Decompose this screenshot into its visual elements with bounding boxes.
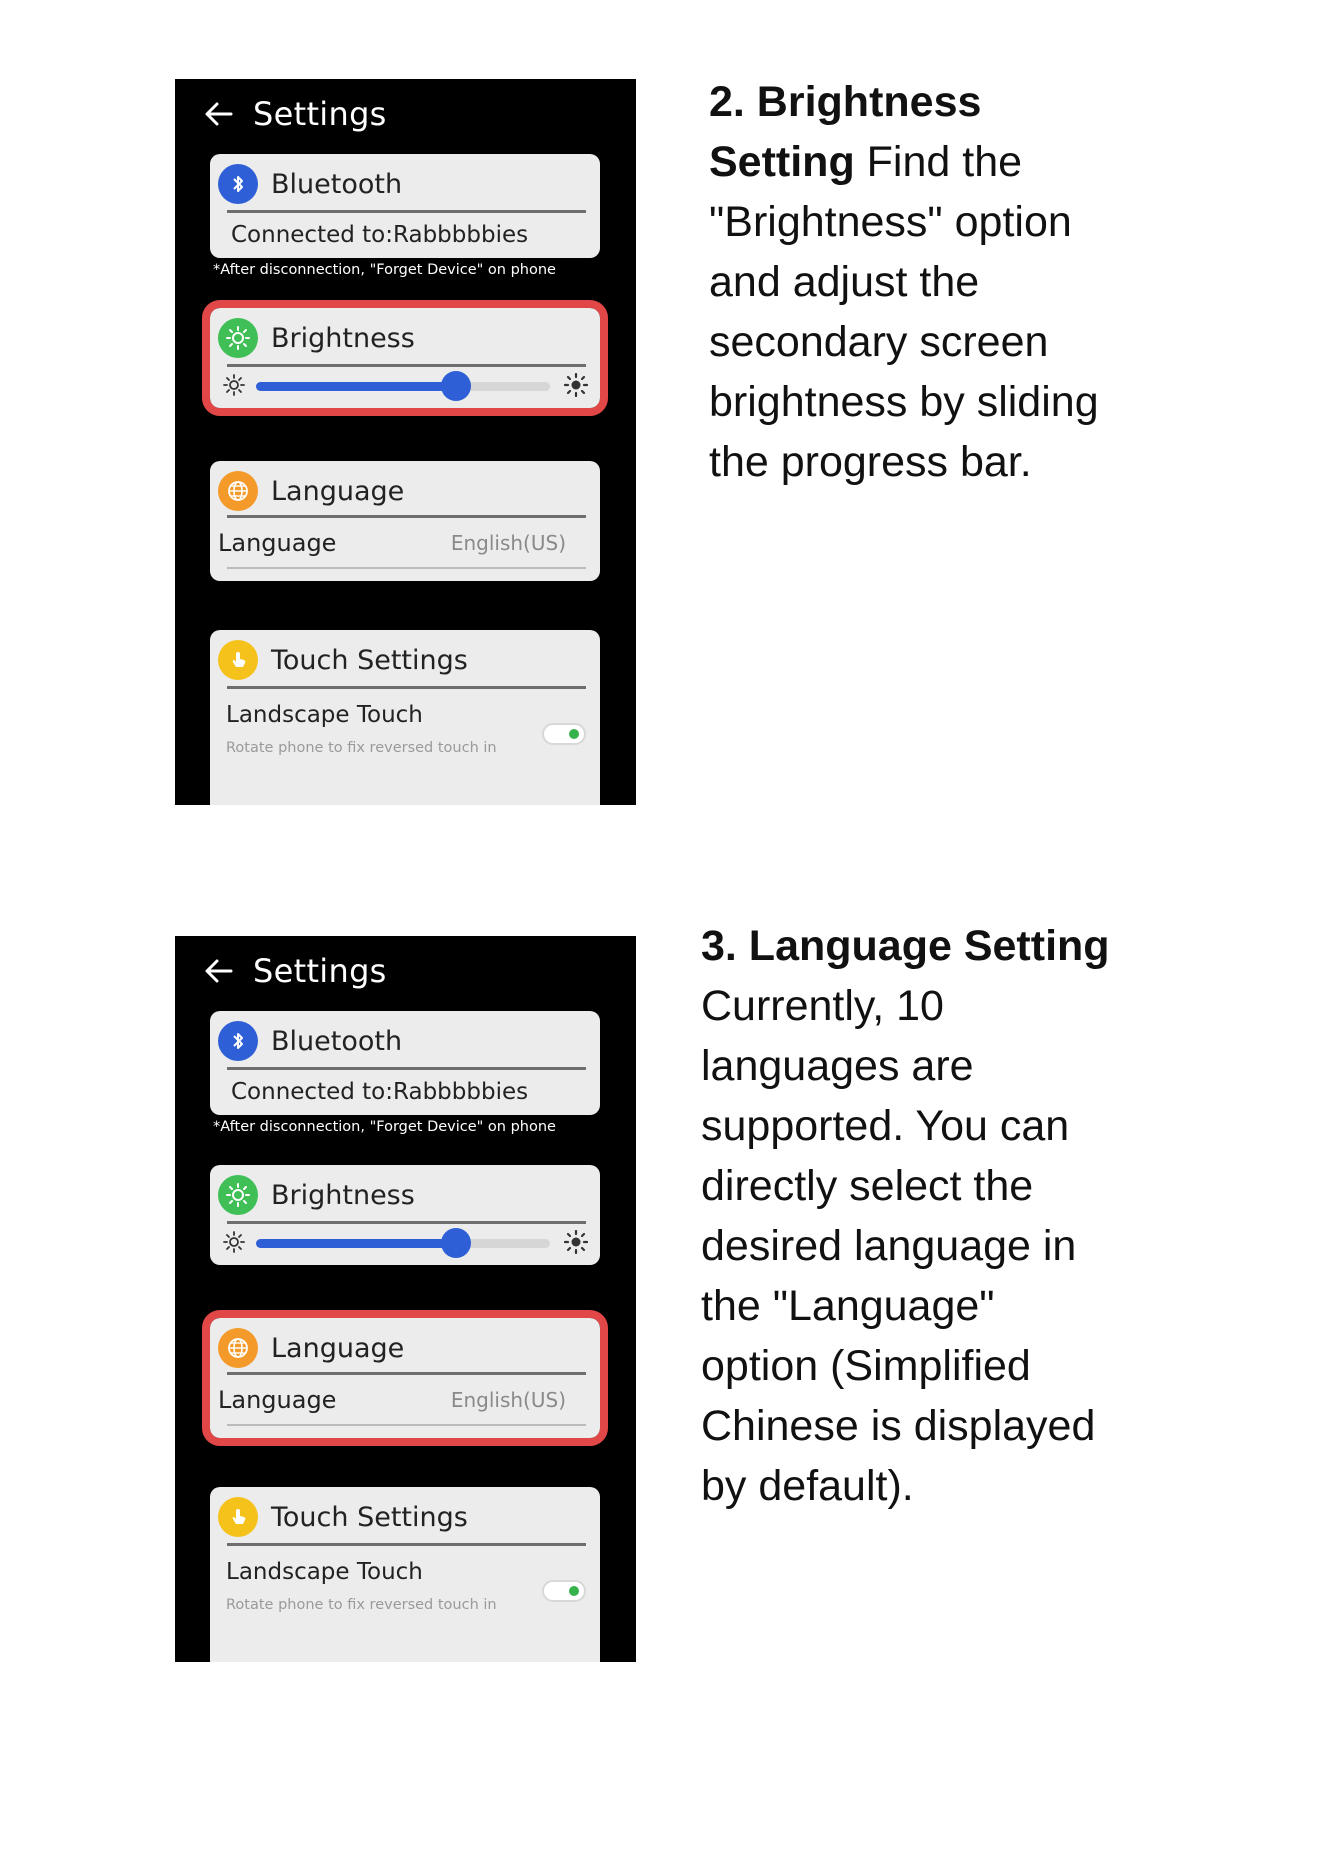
- phone-screen-language: [175, 936, 636, 1662]
- touch-settings-card[interactable]: [210, 1487, 600, 1662]
- globe-icon: [218, 471, 258, 511]
- step2-heading-cont: Setting: [709, 138, 855, 186]
- back-arrow-icon[interactable]: [201, 953, 237, 989]
- language-label: Language: [218, 529, 337, 557]
- slider-fill: [256, 1239, 456, 1248]
- step2-text: Find the: [854, 138, 1023, 186]
- slider-track[interactable]: [256, 382, 550, 391]
- divider: [227, 1221, 586, 1224]
- brightness-title: Brightness: [271, 1179, 415, 1211]
- divider: [227, 567, 586, 569]
- step2-text: brightness by sliding: [709, 378, 1099, 426]
- step2-text: and adjust the: [709, 258, 980, 306]
- touch-settings-card[interactable]: [210, 630, 600, 805]
- language-value[interactable]: English(US): [450, 1388, 566, 1412]
- landscape-touch-toggle[interactable]: [542, 723, 586, 745]
- language-card[interactable]: [210, 461, 600, 581]
- bluetooth-title: Bluetooth: [271, 1025, 403, 1057]
- step3-text: languages are: [701, 1042, 974, 1090]
- phone-screen-brightness: [175, 79, 636, 805]
- brightness-title: Brightness: [271, 322, 415, 354]
- language-title: Language: [271, 1332, 405, 1364]
- divider: [227, 210, 586, 213]
- globe-icon: [218, 1328, 258, 1368]
- step2-text: secondary screen: [709, 318, 1049, 366]
- divider: [227, 1067, 586, 1070]
- bluetooth-title: Bluetooth: [271, 168, 403, 200]
- landscape-touch-hint: Rotate phone to fix reversed touch in: [226, 1597, 497, 1613]
- landscape-touch-label: Landscape Touch: [226, 702, 423, 728]
- divider: [227, 1543, 586, 1546]
- step2-text: "Brightness" option: [709, 198, 1072, 246]
- back-arrow-icon[interactable]: [201, 96, 237, 132]
- divider: [227, 364, 586, 367]
- brightness-low-icon: [222, 373, 246, 397]
- slider-thumb[interactable]: [441, 1228, 471, 1258]
- toggle-knob: [569, 729, 579, 739]
- brightness-card[interactable]: [210, 308, 600, 408]
- brightness-slider[interactable]: [222, 1228, 588, 1258]
- step3-text: supported. You can: [701, 1102, 1070, 1150]
- language-card[interactable]: [210, 1318, 600, 1438]
- bluetooth-note: *After disconnection, "Forget Device" on phone: [213, 1119, 556, 1135]
- step3-text: by default).: [701, 1462, 914, 1510]
- bluetooth-icon: [218, 1021, 258, 1061]
- language-title: Language: [271, 475, 405, 507]
- brightness-low-icon: [222, 1230, 246, 1254]
- step3-text: desired language in: [701, 1222, 1077, 1270]
- step3-text: directly select the: [701, 1162, 1034, 1210]
- brightness-high-icon: [564, 373, 588, 397]
- brightness-icon: [218, 1175, 258, 1215]
- step3-text: Chinese is displayed: [701, 1402, 1096, 1450]
- toggle-knob: [569, 1586, 579, 1596]
- page-title: Settings: [253, 95, 387, 133]
- slider-thumb[interactable]: [441, 371, 471, 401]
- slider-track[interactable]: [256, 1239, 550, 1248]
- divider: [227, 1424, 586, 1426]
- settings-header: [201, 95, 387, 133]
- brightness-high-icon: [564, 1230, 588, 1254]
- touch-settings-title: Touch Settings: [271, 644, 468, 676]
- divider: [227, 1372, 586, 1375]
- touch-hand-icon: [218, 1497, 258, 1537]
- step2-description: [709, 72, 1099, 492]
- page-title: Settings: [253, 952, 387, 990]
- bluetooth-card[interactable]: [210, 1011, 600, 1115]
- bluetooth-icon: [218, 164, 258, 204]
- bluetooth-card[interactable]: [210, 154, 600, 258]
- step3-text: option (Simplified: [701, 1342, 1031, 1390]
- step3-description: [701, 916, 1110, 1516]
- divider: [227, 515, 586, 518]
- bluetooth-note: *After disconnection, "Forget Device" on phone: [213, 262, 556, 278]
- touch-settings-title: Touch Settings: [271, 1501, 468, 1533]
- bluetooth-status: Connected to:Rabbbbbies: [231, 1079, 529, 1105]
- bluetooth-status: Connected to:Rabbbbbies: [231, 222, 529, 248]
- step3-text: the "Language": [701, 1282, 995, 1330]
- brightness-icon: [218, 318, 258, 358]
- slider-fill: [256, 382, 456, 391]
- step3-text: Currently, 10: [701, 982, 944, 1030]
- language-value[interactable]: English(US): [450, 531, 566, 555]
- step3-heading: 3. Language Setting: [701, 922, 1110, 970]
- divider: [227, 686, 586, 689]
- language-label: Language: [218, 1386, 337, 1414]
- landscape-touch-toggle[interactable]: [542, 1580, 586, 1602]
- landscape-touch-label: Landscape Touch: [226, 1559, 423, 1585]
- touch-hand-icon: [218, 640, 258, 680]
- step2-heading: 2. Brightness: [709, 78, 982, 126]
- brightness-card[interactable]: [210, 1165, 600, 1265]
- step2-text: the progress bar.: [709, 438, 1032, 486]
- landscape-touch-hint: Rotate phone to fix reversed touch in: [226, 740, 497, 756]
- settings-header: [201, 952, 387, 990]
- brightness-slider[interactable]: [222, 371, 588, 401]
